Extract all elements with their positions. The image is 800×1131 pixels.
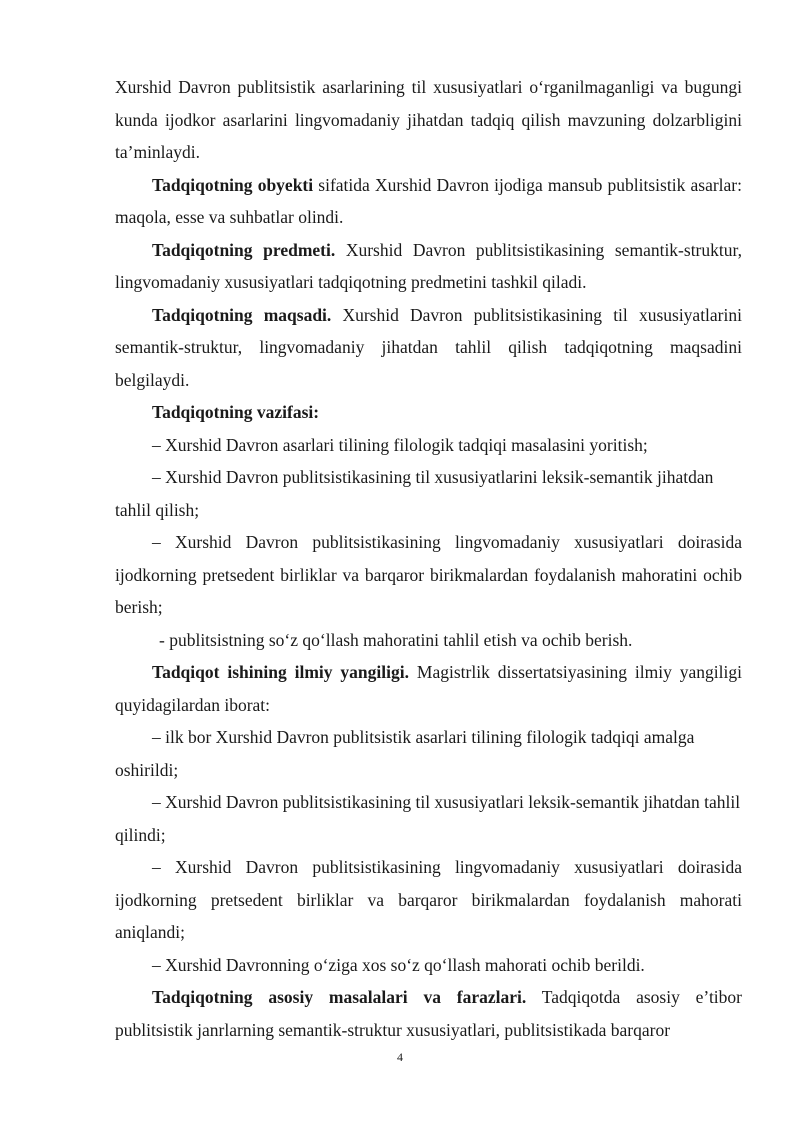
paragraph-research-object (115, 169, 742, 234)
paragraph-research-subject (115, 234, 742, 299)
list-item-novelty (115, 721, 742, 786)
list-item-task (115, 624, 742, 657)
list-item-task (115, 526, 742, 624)
paragraph-research-goal (115, 299, 742, 397)
paragraph-text: – Xurshid Davron publitsistikasining lingvomadaniy xususiyatlari doirasida ijodkorning pretsedent birliklar va barqaror birikmalardan foydalanish mahorati aniqlandi; (115, 857, 742, 942)
list-item-task (115, 429, 742, 462)
list-item-novelty (115, 851, 742, 949)
page-number: 4 (397, 1050, 403, 1064)
paragraph-text: – Xurshid Davron asarlari tilining filologik tadqiqi masalasini yoritish; (152, 434, 648, 455)
paragraph-text: sifatida Xurshid Davron ijodiga mansub publitsistik asarlar: maqola, esse va suhbatlar olindi. (115, 174, 742, 227)
list-item-task (115, 461, 742, 526)
paragraph-research-tasks-heading (115, 396, 742, 429)
paragraph-heading: Tadqiqotning obyekti (152, 174, 314, 195)
paragraph-text: – Xurshid Davron publitsistikasining til xususiyatlari leksik-semantik jihatdan tahlil qilindi; (115, 792, 741, 845)
paragraph-scientific-novelty (115, 656, 742, 721)
paragraph-text: Xurshid Davron publitsistikasining til xususiyatlarini semantik-struktur, lingvomadaniy jihatdan tahlil qilish tadqiqotning maqsadini belgilaydi. (115, 304, 742, 390)
paragraph-relevance (115, 71, 742, 169)
paragraph-heading: Tadqiqot ishining ilmiy yangiligi. (152, 662, 409, 682)
paragraph-heading: Tadqiqotning maqsadi. (152, 304, 332, 325)
list-item-novelty (115, 949, 742, 982)
paragraph-text: Xurshid Davron publitsistik asarlarining til xususiyatlari o‘rganilmaganligi va bugungi kunda ijodkor asarlarini lingvomadaniy jihatdan tadqiq qilish mavzuning dolzarbligini ta’minlaydi. (115, 77, 742, 162)
list-item-novelty (115, 786, 742, 851)
paragraph-text: Tadqiqotda asosiy e’tibor publitsistik janrlarning semantik-struktur xususiyatlari, publitsistikada barqaror (115, 987, 742, 1040)
paragraph-text: Magistrlik dissertatsiyasining ilmiy yangiligi quyidagilardan iborat: (115, 662, 742, 715)
paragraph-text: – Xurshid Davron publitsistikasining lingvomadaniy xususiyatlari doirasida ijodkorning pretsedent birliklar va barqaror birikmalardan foydalanish mahoratini ochib berish; (115, 532, 742, 617)
paragraph-text: – Xurshid Davronning o‘ziga xos so‘z qo‘llash mahorati ochib berildi. (152, 954, 645, 975)
paragraph-heading: Tadqiqotning asosiy masalalari va farazlari. (152, 987, 527, 1007)
paragraph-text: Xurshid Davron publitsistikasining semantik-struktur, lingvomadaniy xususiyatlari tadqiqotning predmetini tashkil qiladi. (115, 239, 742, 292)
paragraph-heading: Tadqiqotning vazifasi: (152, 402, 320, 422)
paragraph-main-issues (115, 981, 742, 1046)
paragraph-text: - publitsistning so‘z qo‘llash mahoratini tahlil etish va ochib berish. (159, 629, 633, 650)
paragraph-heading: Tadqiqotning predmeti. (152, 239, 336, 260)
paragraph-text: – Xurshid Davron publitsistikasining til xususiyatlarini leksik-semantik jihatdan tahlil qilish; (115, 467, 714, 520)
paragraph-text: – ilk bor Xurshid Davron publitsistik asarlari tilining filologik tadqiqi amalga oshirildi; (115, 727, 695, 780)
